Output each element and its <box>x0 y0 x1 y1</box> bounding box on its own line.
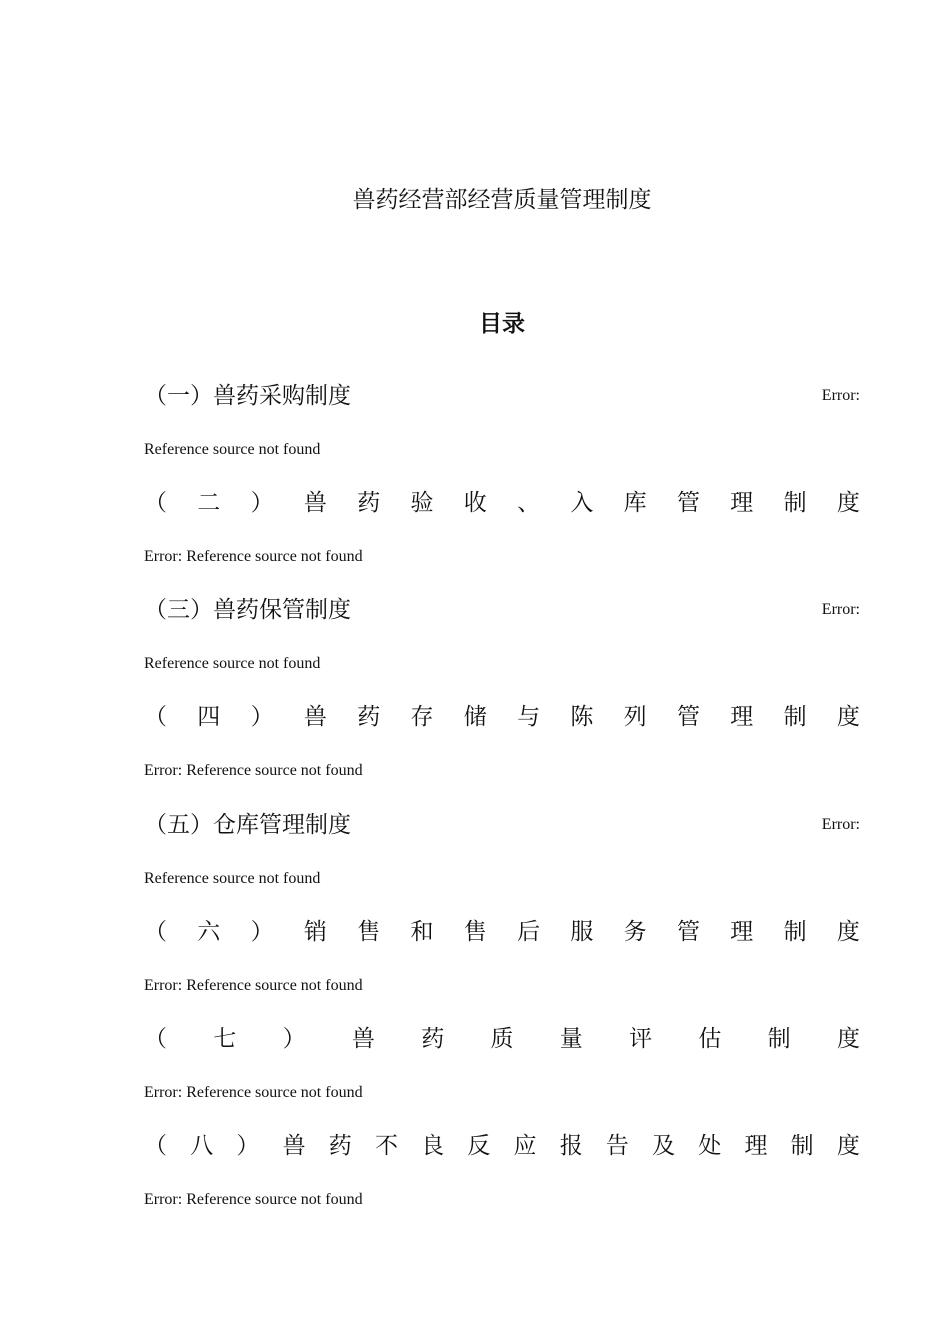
toc-entry-error-text: Error: Reference source not found <box>144 762 363 779</box>
toc-entry-char: 制 <box>783 704 807 730</box>
toc-entry-char: 制 <box>767 1026 791 1052</box>
toc-entry-char: 列 <box>623 704 647 730</box>
toc-entry-char: （ <box>144 1133 167 1159</box>
toc-entry-6[interactable] <box>144 913 860 951</box>
toc-entry-error-text: Error: Reference source not found <box>144 1191 363 1208</box>
toc-entry-char: 与 <box>517 704 541 730</box>
toc-heading: 目录 <box>479 311 525 337</box>
toc-entry-char: 度 <box>836 919 860 945</box>
toc-entry-char: 告 <box>605 1133 629 1159</box>
toc-entry-char: 药 <box>421 1026 445 1052</box>
toc-entry-char: 管 <box>676 919 700 945</box>
toc-entry-char: 理 <box>730 704 754 730</box>
toc-entry-label: （一）兽药采购制度 <box>144 383 351 409</box>
toc-entry-char: 兽 <box>303 490 327 516</box>
toc-entry-char: 报 <box>559 1133 583 1159</box>
toc-entry-char: 销 <box>303 919 327 945</box>
toc-entry-char: （ <box>144 1026 167 1052</box>
toc-entry-char: 度 <box>836 704 860 730</box>
toc-entry-error-text: Error: Reference source not found <box>144 977 363 994</box>
toc-entry-char: ） <box>250 919 274 945</box>
toc-entry-char: 药 <box>357 490 381 516</box>
toc-entry-char: 药 <box>357 704 381 730</box>
toc-entry-char: 售 <box>463 919 487 945</box>
toc-entry-error-text: Error: Reference source not found <box>144 548 363 565</box>
toc-entry-char: 兽 <box>351 1026 375 1052</box>
toc-entry-char: 务 <box>623 919 647 945</box>
toc-entry-char: 二 <box>197 490 221 516</box>
toc-entry-char: 应 <box>513 1133 537 1159</box>
toc-entry-3[interactable] <box>144 591 860 629</box>
toc-entry-char: ） <box>250 490 274 516</box>
toc-entry-char: 理 <box>730 490 754 516</box>
toc-entry-char: 及 <box>652 1133 676 1159</box>
toc-entry-char: 评 <box>629 1026 653 1052</box>
toc-entry-error-prefix: Error: <box>821 816 860 833</box>
toc-entry-char: （ <box>144 704 167 730</box>
toc-entry-error-text: Reference source not found <box>144 870 321 887</box>
toc-entry-char: （ <box>144 490 167 516</box>
toc-entry-char: 药 <box>328 1133 352 1159</box>
toc-entry-error-prefix: Error: <box>821 601 860 618</box>
toc-entry-char: 收 <box>463 490 487 516</box>
toc-entry-error-text: Error: Reference source not found <box>144 1084 363 1101</box>
toc-entry-char: ） <box>250 704 274 730</box>
toc-entry-7[interactable] <box>144 1020 860 1058</box>
toc-entry-char: 制 <box>790 1133 814 1159</box>
toc-entry-char: 度 <box>836 1133 860 1159</box>
document-title: 兽药经营部经营质量管理制度 <box>352 187 652 213</box>
toc-entry-char: 量 <box>559 1026 583 1052</box>
toc-entry-char: 八 <box>190 1133 214 1159</box>
toc-entry-char: 库 <box>623 490 647 516</box>
toc-entry-4[interactable] <box>144 698 860 736</box>
toc-entry-char: 良 <box>421 1133 445 1159</box>
toc-entry-char: 反 <box>467 1133 491 1159</box>
toc-entry-char: 兽 <box>282 1133 306 1159</box>
toc-entry-char: 理 <box>730 919 754 945</box>
toc-entry-char: 估 <box>698 1026 722 1052</box>
toc-entry-char: 储 <box>463 704 487 730</box>
toc-entry-1[interactable] <box>144 377 860 415</box>
toc-entry-char: 四 <box>197 704 221 730</box>
toc-entry-char: 兽 <box>303 704 327 730</box>
toc-entry-error-text: Reference source not found <box>144 441 321 458</box>
toc-entry-char: 和 <box>410 919 434 945</box>
toc-entry-2[interactable] <box>144 484 860 522</box>
toc-entry-char: 七 <box>213 1026 237 1052</box>
toc-entry-char: 管 <box>676 704 700 730</box>
toc-entry-char: 理 <box>744 1133 768 1159</box>
toc-entry-char: 度 <box>836 1026 860 1052</box>
toc-entry-char: 管 <box>676 490 700 516</box>
toc-entry-char: 后 <box>517 919 541 945</box>
toc-entry-error-text: Reference source not found <box>144 655 321 672</box>
toc-entry-char: （ <box>144 919 167 945</box>
toc-entry-char: 不 <box>374 1133 398 1159</box>
toc-entry-char: ） <box>282 1026 306 1052</box>
toc-entry-5[interactable] <box>144 806 860 844</box>
toc-entry-char: 入 <box>570 490 594 516</box>
toc-entry-char: 度 <box>836 490 860 516</box>
toc-entry-char: 服 <box>570 919 594 945</box>
toc-entry-char: 处 <box>698 1133 722 1159</box>
toc-entry-char: 制 <box>783 490 807 516</box>
toc-entry-label: （五）仓库管理制度 <box>144 812 351 838</box>
toc-entry-char: 验 <box>410 490 434 516</box>
toc-entry-char: 存 <box>410 704 434 730</box>
toc-entry-char: 制 <box>783 919 807 945</box>
toc-entry-char: 、 <box>517 490 541 516</box>
toc-entry-8[interactable] <box>144 1127 860 1165</box>
toc-entry-error-prefix: Error: <box>821 387 860 404</box>
toc-entry-char: 陈 <box>570 704 594 730</box>
toc-entry-char: 质 <box>490 1026 514 1052</box>
toc-entry-char: 六 <box>197 919 221 945</box>
toc-entry-label: （三）兽药保管制度 <box>144 597 351 623</box>
toc-entry-char: 售 <box>357 919 381 945</box>
toc-entry-char: ） <box>236 1133 260 1159</box>
